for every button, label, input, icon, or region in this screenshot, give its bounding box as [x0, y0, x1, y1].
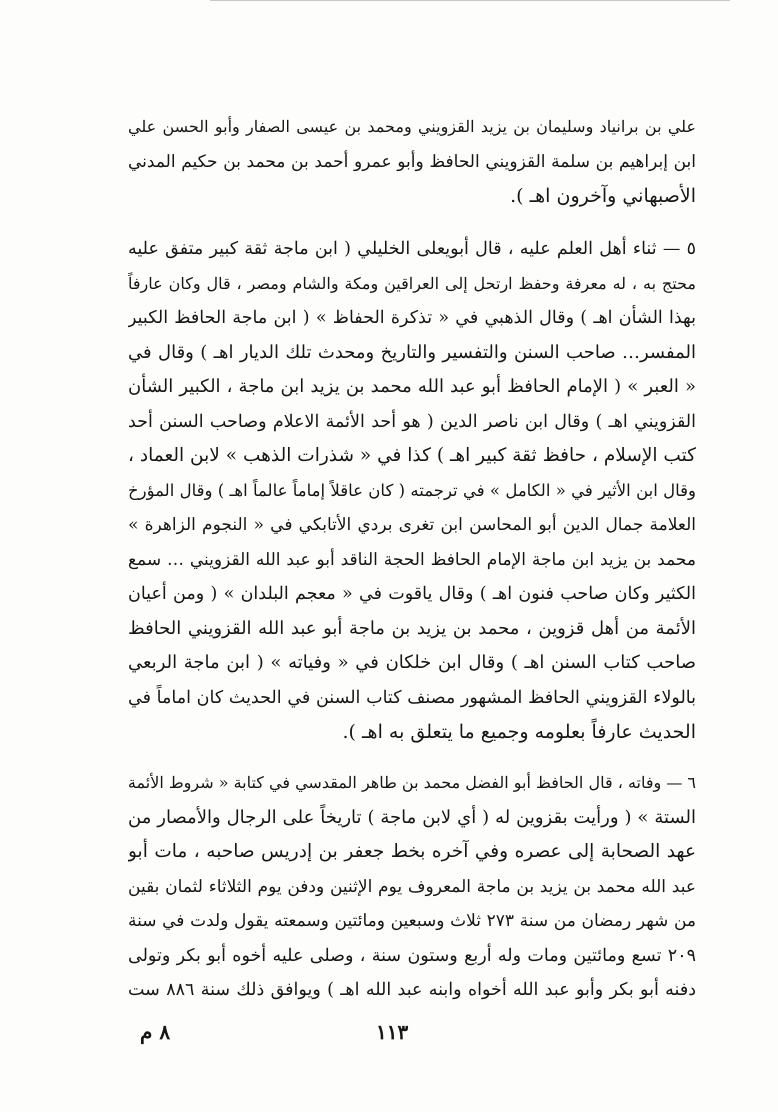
- paragraph-line: من شهر رمضان من سنة ٢٧٣ ثلاث وسبعين ومائتين وسمعته يقول ولدت في سنة: [128, 911, 696, 931]
- paragraph-line: الأصبهاني وآخرون اهـ ).: [510, 185, 696, 207]
- signature-mark: ٨ م: [140, 1020, 171, 1044]
- paragraph-line: بالولاء القزويني الحافظ المشهور مصنف كتاب السنن في الحديث كان اماماً في: [128, 687, 696, 708]
- paragraph-line: الكثير وكان صاحب فنون اهـ ) وقال ياقوت في « معجم البلدان » ( ومن أعيان: [128, 584, 696, 604]
- paragraph-line: ٥ — ثناء أهل العلم عليه ، قال أبويعلى الخليلي ( ابن ماجة ثقة كبير متفق عليه: [128, 239, 696, 259]
- paragraph-line: ٦ — وفاته ، قال الحافظ أبو الفضل محمد بن طاهر المقدسي في كتابة « شروط الأئمة: [128, 773, 696, 792]
- paragraph-line: بهذا الشأن اهـ ) وقال الذهبي في « تذكرة الحفاظ » ( ابن ماجة الحافظ الكبير: [128, 308, 696, 328]
- paragraph-5-praise: [128, 232, 696, 750]
- paragraph-line: عبد الله محمد بن يزيد بن ماجة المعروف يوم الإثنين ودفن يوم الثلاثاء لثمان بقين: [128, 876, 696, 897]
- paragraph-line: الأئمة من أهل قزوين ، محمد بن يزيد بن ماجة أبو عبد الله القزويني الحافظ: [128, 617, 696, 639]
- paragraph-6-death: [128, 766, 696, 1008]
- paragraph-line: الحديث عارفاً بعلومه وجميع ما يتعلق به اهـ ).: [342, 721, 696, 743]
- paragraph-line: محتج به ، له معرفة وحفظ ارتحل إلى العراقين ومكة والشام ومصر ، قال وكان عارفاً: [128, 273, 696, 293]
- paragraph-line: ٢٠٩ تسع ومائتين ومات وله أربع وستون سنة ، وصلى عليه أخوه أبو بكر وتولى: [128, 945, 696, 966]
- paragraph-line: محمد بن يزيد ابن ماجة الإمام الحافظ الحجة الناقد أبو عبد الله القزويني … سمع: [128, 549, 696, 570]
- paragraph-line: دفنه أبو بكر وأبو عبد الله أخواه وابنه عبد الله اهـ ) ويوافق ذلك سنة ٨٨٦ ست: [128, 980, 696, 1000]
- paragraph-line: القزويني اهـ ) وقال ابن ناصر الدين ( هو أحد الأئمة الاعلام وصاحب السنن أحد: [128, 411, 696, 432]
- paragraph-line: العلامة جمال الدين أبو المحاسن ابن تغرى بردي الأتابكي في « النجوم الزاهرة »: [128, 515, 696, 535]
- paragraph-line: صاحب كتاب السنن اهـ ) وقال ابن خلكان في « وفياته » ( ابن ماجة الربعي: [128, 652, 696, 673]
- paragraph-line: وقال ابن الأثير في « الكامل » في ترجمته ( كان عاقلاً إماماً عالماً اهـ ) وقال المؤرخ: [128, 480, 696, 500]
- paragraph-line: كتب الإسلام ، حافظ ثقة كبير اهـ ) كذا في « شذرات الذهب » لابن العماد ،: [128, 445, 696, 466]
- paragraph-intro: [128, 110, 696, 214]
- paragraph-line: علي بن برانياد وسليمان بن يزيد القزويني ومحمد بن عيسى الصفار وأبو الحسن علي: [128, 117, 696, 136]
- paragraph-line: الستة » ( ورأيت بقزوين له ( أي لابن ماجة ) تاريخاً على الرجال والأمصار من: [128, 806, 696, 828]
- paragraph-line: ابن إبراهيم بن سلمة القزويني الحافظ وأبو عمرو أحمد بن محمد بن حكيم المدني: [128, 151, 696, 172]
- paragraph-line: « العبر » ( الإمام الحافظ أبو عبد الله محمد بن يزيد ابن ماجة ، الكبير الشأن: [128, 376, 696, 397]
- paragraph-line: المفسر… صاحب السنن والتفسير والتاريخ ومحدث تلك الديار اهـ ) وقال في: [128, 341, 696, 363]
- page-number: ١١٣: [376, 1020, 409, 1044]
- top-edge-rule: [210, 0, 730, 1]
- paragraph-line: عهد الصحابة إلى عصره وفي آخره بخط جعفر بن إدريس صاحبه ، مات أبو: [128, 841, 696, 862]
